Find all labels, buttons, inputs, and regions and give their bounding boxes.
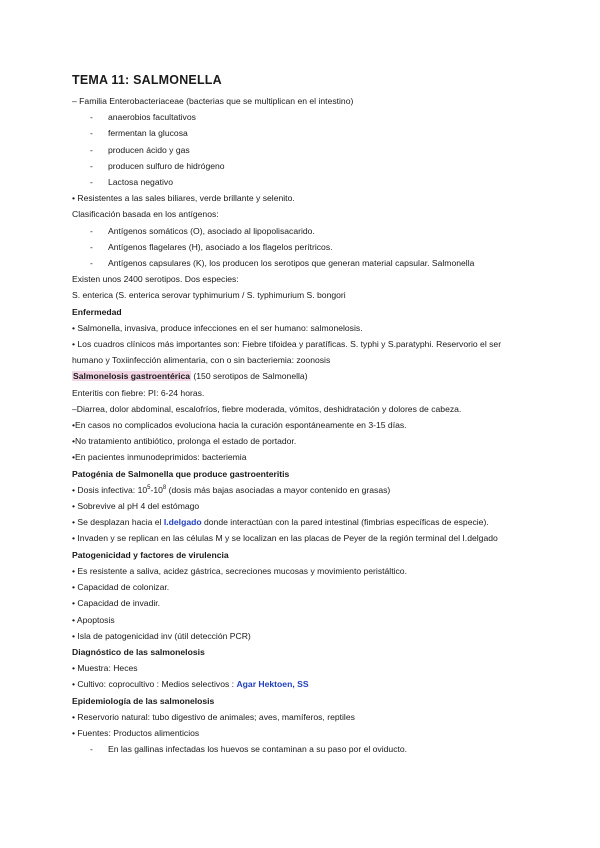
epidemiologia-heading: Epidemiología de las salmonelosis	[72, 695, 215, 706]
virulencia-item: • Es resistente a saliva, acidez gástrica, secreciones mucosas y movimiento peristáltico.	[72, 565, 407, 576]
intro-line: – Familia Enterobacteriaceae (bacterias que se multiplican en el intestino)	[72, 96, 354, 106]
list-item: - En las gallinas infectadas los huevos se contaminan a su paso por el oviducto.	[90, 744, 408, 755]
gastro-line: •En casos no complicados evoluciona hacia la curación espontáneamente en 3-15 días.	[72, 420, 407, 431]
gastro-line: •No tratamiento antibiótico, prolonga el estado de portador.	[72, 436, 297, 447]
ph-line: • Sobrevive al pH 4 del estómago	[72, 501, 200, 512]
virulencia-item: • Capacidad de invadir.	[72, 598, 161, 609]
enfermedad-heading: Enfermedad	[72, 306, 122, 317]
clasificacion-line: Clasificación basada en los antígenos:	[72, 209, 219, 220]
agar-term: Agar Hektoen, SS	[236, 679, 309, 690]
gastro-highlight: Salmonelosis gastroentérica	[73, 371, 191, 382]
list-item: - anaerobios facultativos	[90, 112, 196, 123]
gastro-line: Enteritis con fiebre: PI: 6-24 horas.	[72, 387, 205, 398]
serotipos-line: Existen unos 2400 serotipos. Dos especies:	[72, 274, 239, 285]
virulencia-item: • Capacidad de colonizar.	[72, 582, 170, 593]
fuentes-line: • Fuentes: Productos alimenticios	[72, 727, 200, 738]
desplazan-line: • Se desplazan hacia el I.delgado donde interactúan con la pared intestinal (fimbrias específicas de especie).	[72, 517, 489, 528]
muestra-line: • Muestra: Heces	[72, 663, 138, 674]
list-item: - fermentan la glucosa	[90, 128, 188, 139]
idelgado-term: I.delgado	[163, 517, 202, 528]
virulencia-heading: Patogenicidad y factores de virulencia	[72, 549, 229, 560]
resistentes-line: • Resistentes a las sales biliares, verde brillante y selenito.	[72, 193, 295, 204]
page-title: TEMA 11: SALMONELLA	[72, 73, 222, 87]
gastro-line: –Diarrea, dolor abdominal, escalofríos, fiebre moderada, vómitos, deshidratación y dolores de cabeza.	[72, 403, 462, 414]
reservorio-line: • Reservorio natural: tubo digestivo de animales; aves, mamíferos, reptiles	[72, 711, 355, 722]
enfermedad-line: • Los cuadros clínicos más importantes son: Fiebre tifoidea y paratíficas. S. typhi y S.paratyphi. Reservorio el ser humano y Toxiinfección alimentaria, con o sin bacteriemia: zoonosis	[72, 339, 502, 366]
list-item: - producen sulfuro de hidrógeno	[90, 160, 225, 171]
list-item: - producen ácido y gas	[90, 144, 190, 155]
virulencia-item: • Isla de patogenicidad inv (útil detección PCR)	[72, 630, 251, 641]
virulencia-item: • Apoptosis	[72, 614, 115, 625]
list-item: - Antígenos flagelares (H), asociado a los flagelos perítricos.	[90, 241, 333, 252]
diagnostico-heading: Diagnóstico de las salmonelosis	[72, 646, 205, 657]
enfermedad-line: • Salmonella, invasiva, produce infecciones en el ser humano: salmonelosis.	[72, 322, 363, 333]
gastro-heading: Salmonelosis gastroentérica (150 serotipos de Salmonella)	[73, 371, 308, 382]
especies-line: S. enterica (S. enterica serovar typhimurium / S. typhimurium S. bongori	[72, 290, 346, 301]
gastro-line: •En pacientes inmunodeprimidos: bacteriemia	[72, 452, 247, 463]
list-item: - Antígenos capsulares (K), los producen los serotipos que generan material capsular. Salmonella	[90, 258, 475, 269]
document-page	[72, 72, 528, 757]
dosis-line: • Dosis infectiva: $10^5-10^8$ (dosis más bajas asociadas a mayor contenido en grasas)	[72, 484, 391, 495]
list-item: - Antígenos somáticos (O), asociado al lipopolisacarido.	[90, 225, 315, 236]
invaden-line: • Invaden y se replican en las células M y se localizan en las placas de Peyer de la región terminal del I.delgado	[72, 533, 498, 544]
list-item: - Lactosa negativo	[90, 177, 173, 188]
cultivo-line: • Cultivo: coprocultivo : Medios selectivos : Agar Hektoen, SS	[72, 679, 309, 690]
patogenia-heading: Patogénia de Salmonella que produce gastroenteritis	[72, 468, 290, 479]
